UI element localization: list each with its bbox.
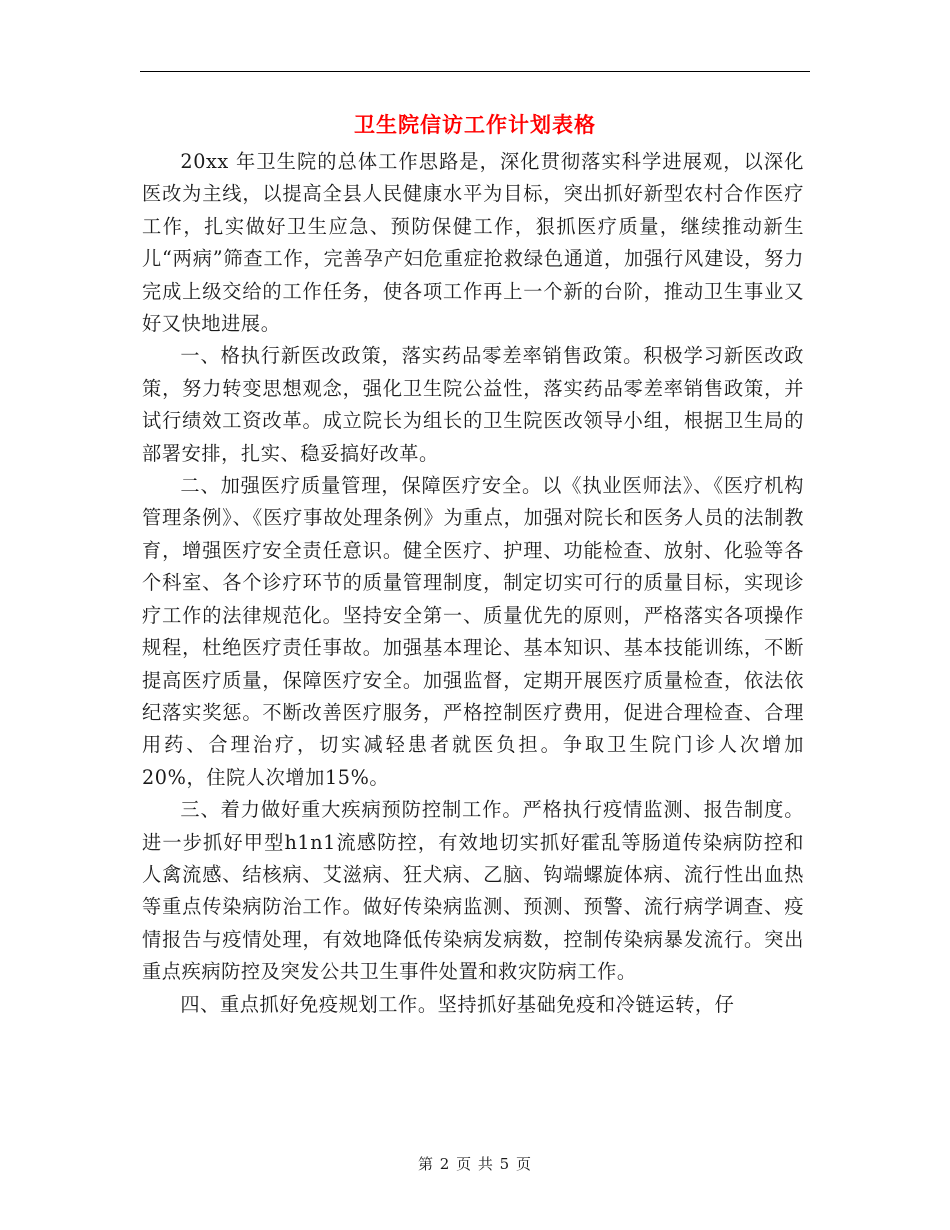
document-title: 卫生院信访工作计划表格: [354, 112, 596, 137]
paragraph-section-2: 二、加强医疗质量管理，保障医疗安全。以《执业医师法》、《医疗机构管理条例》、《医疗事故处理条例》为重点，加强对院长和医务人员的法制教育，增强医疗安全责任意识。健全医疗、护理、功能检查、放射、化验等各个科室、各个诊疗环节的质量管理制度，制定切实可行的质量目标，实现诊疗工作的法律规范化。坚持安全第一、质量优先的原则，严格落实各项操作规程，杜绝医疗责任事故。加强基本理论、基本知识、基本技能训练，不断提高医疗质量，保障医疗安全。加强监督，定期开展医疗质量检查，依法依纪落实奖惩。不断改善医疗服务，严格控制医疗费用，促进合理检查、合理用药、合理治疗，切实减轻患者就医负担。争取卫生院门诊人次增加 20%，住院人次增加15%。: [142, 474, 804, 789]
paragraph-section-1: 一、格执行新医改政策，落实药品零差率销售政策。积极学习新医改政策，努力转变思想观念，强化卫生院公益性，落实药品零差率销售政策，并试行绩效工资改革。成立院长为组长的卫生院医改领导小组，根据卫生局的部署安排，扎实、稳妥搞好改革。: [142, 344, 804, 465]
paragraph-section-4: 四、重点抓好免疫规划工作。坚持抓好基础免疫和冷链运转，仔: [180, 992, 735, 1016]
paragraph-intro: 20xx 年卫生院的总体工作思路是，深化贯彻落实科学进展观，以深化医改为主线，以提高全县人民健康水平为目标，突出抓好新型农村合作医疗工作，扎实做好卫生应急、预防保健工作，狠抓医疗质量，继续推动新生儿“两病”筛查工作，完善孕产妇危重症抢救绿色通道，加强行风建设，努力完成上级交给的工作任务，使各项工作再上一个新的台阶，推动卫生事业又好又快地进展。: [142, 150, 804, 336]
header-rule: [140, 71, 810, 72]
page-number: 第 2 页 共 5 页: [418, 1155, 532, 1173]
document-body: [142, 146, 804, 1021]
paragraph-section-3: 三、着力做好重大疾病预防控制工作。严格执行疫情监测、报告制度。进一步抓好甲型h1n1流感防控，有效地切实抓好霍乱等肠道传染病防控和人禽流感、结核病、艾滋病、狂犬病、乙脑、钩端螺旋体病、流行性出血热等重点传染病防治工作。做好传染病监测、预测、预警、流行病学调查、疫情报告与疫情处理，有效地降低传染病发病数，控制传染病暴发流行。突出重点疾病防控及突发公共卫生事件处置和救灾防病工作。: [142, 798, 804, 984]
